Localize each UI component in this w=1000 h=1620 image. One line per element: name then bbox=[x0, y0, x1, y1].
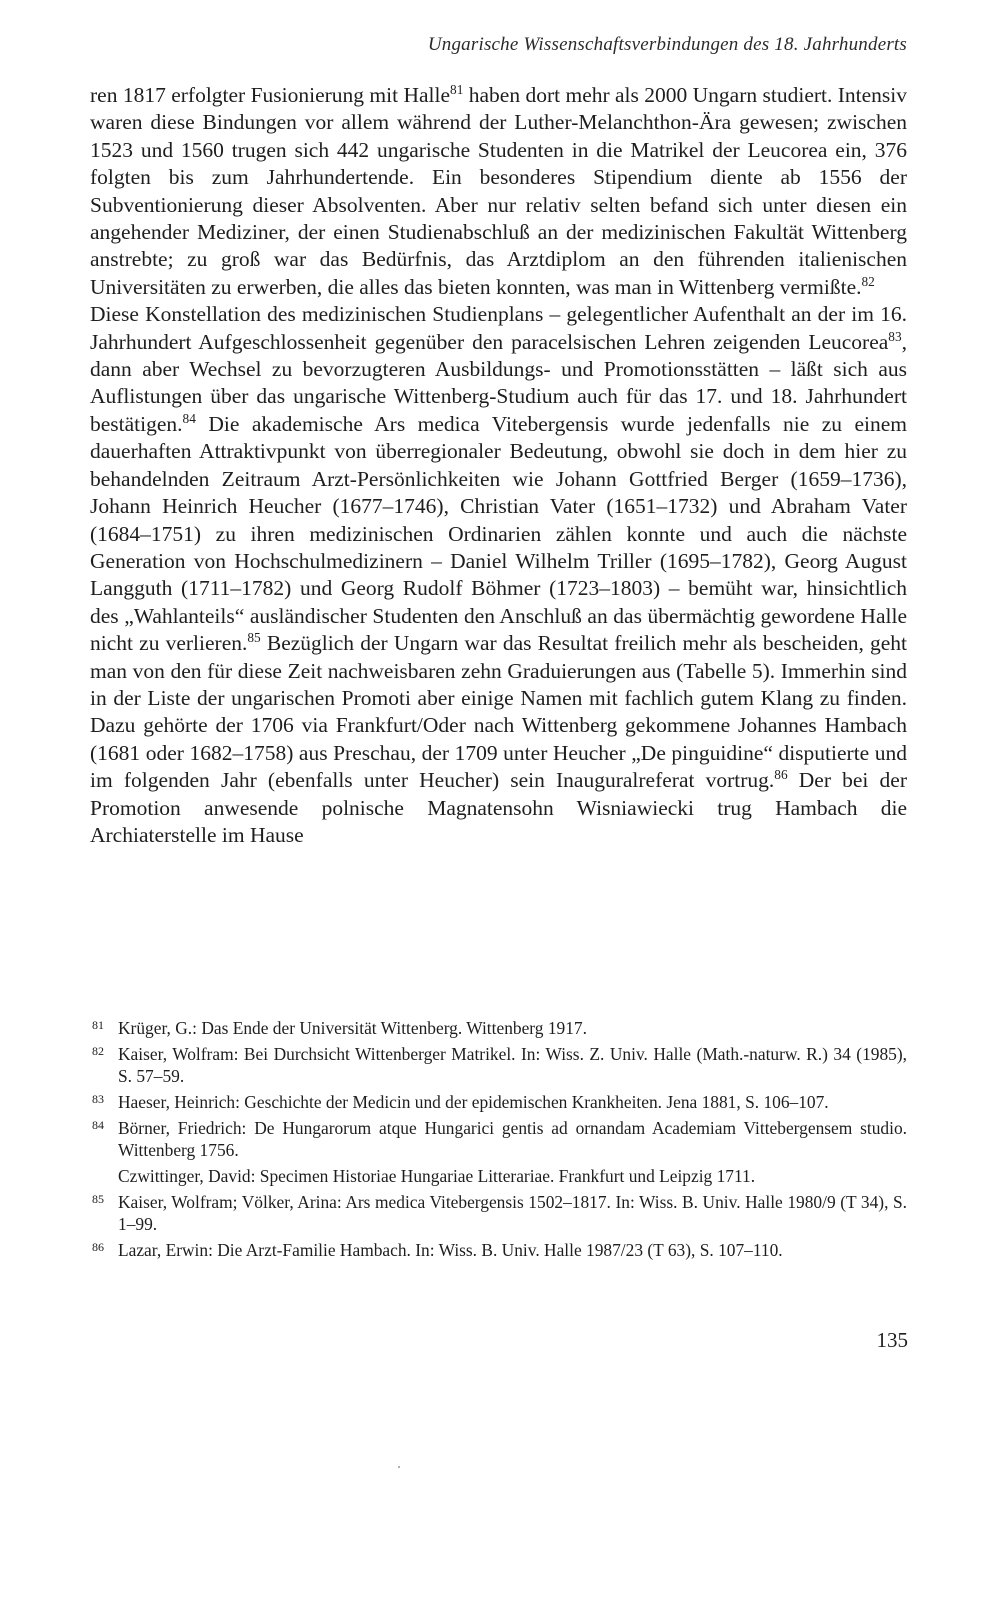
footnote-reference: 83 bbox=[888, 328, 902, 344]
footnote-number: 81 bbox=[92, 1018, 104, 1032]
paragraph-text: Der bei der Promotion anwesende polnische Magnatensohn Wisniawiecki trug Hambach die Archiaterstelle im Hause bbox=[90, 768, 907, 847]
running-head: Ungarische Wissenschaftsverbindungen des 18. Jahrhunderts bbox=[427, 34, 907, 55]
footnote-text: Kaiser, Wolfram: Bei Durchsicht Wittenberger Matrikel. In: Wiss. Z. Univ. Halle (Math.-naturw. R.) 34 (1985), S. 57–59. bbox=[118, 1044, 907, 1086]
footnote bbox=[90, 1091, 907, 1113]
footnote-reference: 81 bbox=[450, 81, 464, 97]
footnote-number: 83 bbox=[92, 1092, 104, 1106]
footnote-number: 82 bbox=[92, 1044, 104, 1058]
footnotes bbox=[90, 1017, 907, 1265]
body-paragraph bbox=[90, 301, 907, 849]
paragraph-text: Die akademische Ars medica Vitebergensis wurde jedenfalls nie zu einem dauerhaften Attraktivpunkt von überregionaler Bedeutung, obwohl sie doch in dem hier zu behandelnden Zeitraum Arzt-Persönlichkeiten wie Johann Gottfried Berger (1659–1736), Johann Heinrich Heucher (1677–1746), Christian Vater (1651–1732) und Abraham Vater (1684–1751) zu ihren medizinischen Ordinarien zählen konnte und auch die nächste Generation von Hochschulmedizinern – Daniel Wilhelm Triller (1695–1782), Georg August Langguth (1711–1782) und Georg Rudolf Böhmer (1723–1803) – bemüht war, hinsichtlich des „Wahlanteils“ ausländischer Studenten den Anschluß an das übermächtig gewordene Halle nicht zu verlieren. bbox=[90, 411, 907, 656]
footnote-text: Lazar, Erwin: Die Arzt-Familie Hambach. In: Wiss. B. Univ. Halle 1987/23 (T 63), S. 107–110. bbox=[118, 1240, 783, 1260]
footnote bbox=[90, 1017, 907, 1039]
paragraph-text: Bezüglich der Ungarn war das Resultat freilich mehr als bescheiden, geht man von den für diese Zeit nachweisbaren zehn Graduierungen aus (Tabelle 5). Immerhin sind in der Liste der ungarischen Promoti aber einige Namen mit fachlich gutem Klang zu finden. Dazu gehörte der 1706 via Frankfurt/Oder nach Wittenberg gekommene Johannes Hambach (1681 oder 1682–1758) aus Preschau, der 1709 unter Heucher „De pinguidine“ disputierte und im folgenden Jahr (ebenfalls unter Heucher) sein Inauguralreferat vortrug. bbox=[90, 631, 908, 793]
footnote-text: Börner, Friedrich: De Hungarorum atque Hungarici gentis ad ornandam Academiam Vittebergensem studio. Wittenberg 1756. bbox=[118, 1118, 907, 1160]
paragraph-text: haben dort mehr als 2000 Ungarn studiert. Intensiv waren diese Bindungen vor allem während der Luther-Melanchthon-Ära gewesen; zwischen 1523 und 1560 trugen sich 442 ungarische Studenten in die Matrikel der Leucorea ein, 376 folgten bis zum Jahrhundertende. Ein besonderes Stipendium diente ab 1556 der Subventionierung dieser Absolventen. Aber nur relativ selten befand sich unter diesen ein angehender Mediziner, der einen Studienabschluß an der medizinischen Fakultät Wittenberg anstrebte; zu groß war das Bedürfnis, das Arztdiplom an den führenden italienischen Universitäten zu erwerben, die alles das bieten konnten, was man in Wittenberg vermißte. bbox=[90, 83, 908, 299]
footnote-reference: 86 bbox=[774, 766, 788, 782]
footnote bbox=[90, 1191, 907, 1235]
scan-speck bbox=[398, 1466, 400, 1468]
footnote-text: Kaiser, Wolfram; Völker, Arina: Ars medica Vitebergensis 1502–1817. In: Wiss. B. Univ. Halle 1980/9 (T 34), S. 1–99. bbox=[118, 1192, 907, 1234]
body-paragraph bbox=[90, 82, 907, 301]
paragraph-text: ren 1817 erfolgter Fusionierung mit Halle bbox=[90, 83, 451, 107]
paragraph-text: , dann aber Wechsel zu bevorzugteren Ausbildungs- und Promotionsstätten – läßt sich aus Auflistungen über das ungarische Wittenberg-Studium auch für das 17. und 18. Jahrhundert bestätigen. bbox=[90, 329, 907, 436]
footnote-text: Krüger, G.: Das Ende der Universität Wittenberg. Wittenberg 1917. bbox=[118, 1018, 587, 1038]
footnote-number: 84 bbox=[92, 1118, 104, 1132]
footnote-text: Haeser, Heinrich: Geschichte der Medicin und der epidemischen Krankheiten. Jena 1881, S. 106–107. bbox=[118, 1092, 829, 1112]
page-number: 135 bbox=[876, 1328, 908, 1352]
body-text bbox=[90, 82, 907, 849]
footnote-text: Czwittinger, David: Specimen Historiae Hungariae Litterariae. Frankfurt und Leipzig 1711. bbox=[118, 1166, 756, 1186]
footnote-reference: 84 bbox=[182, 410, 196, 426]
footnote bbox=[90, 1043, 907, 1087]
footnote bbox=[90, 1117, 907, 1161]
footnote bbox=[90, 1165, 907, 1187]
footnote bbox=[90, 1239, 907, 1261]
footnote-number: 85 bbox=[92, 1192, 104, 1206]
footnote-reference: 85 bbox=[247, 629, 261, 645]
paragraph-text: Diese Konstellation des medizinischen Studienplans – gelegentlicher Aufenthalt an der im 16. Jahrhundert Aufgeschlossenheit gegenüber den paracelsischen Lehren zeigenden Leucorea bbox=[90, 302, 907, 354]
footnote-reference: 82 bbox=[861, 273, 875, 289]
footnote-number: 86 bbox=[92, 1240, 104, 1254]
